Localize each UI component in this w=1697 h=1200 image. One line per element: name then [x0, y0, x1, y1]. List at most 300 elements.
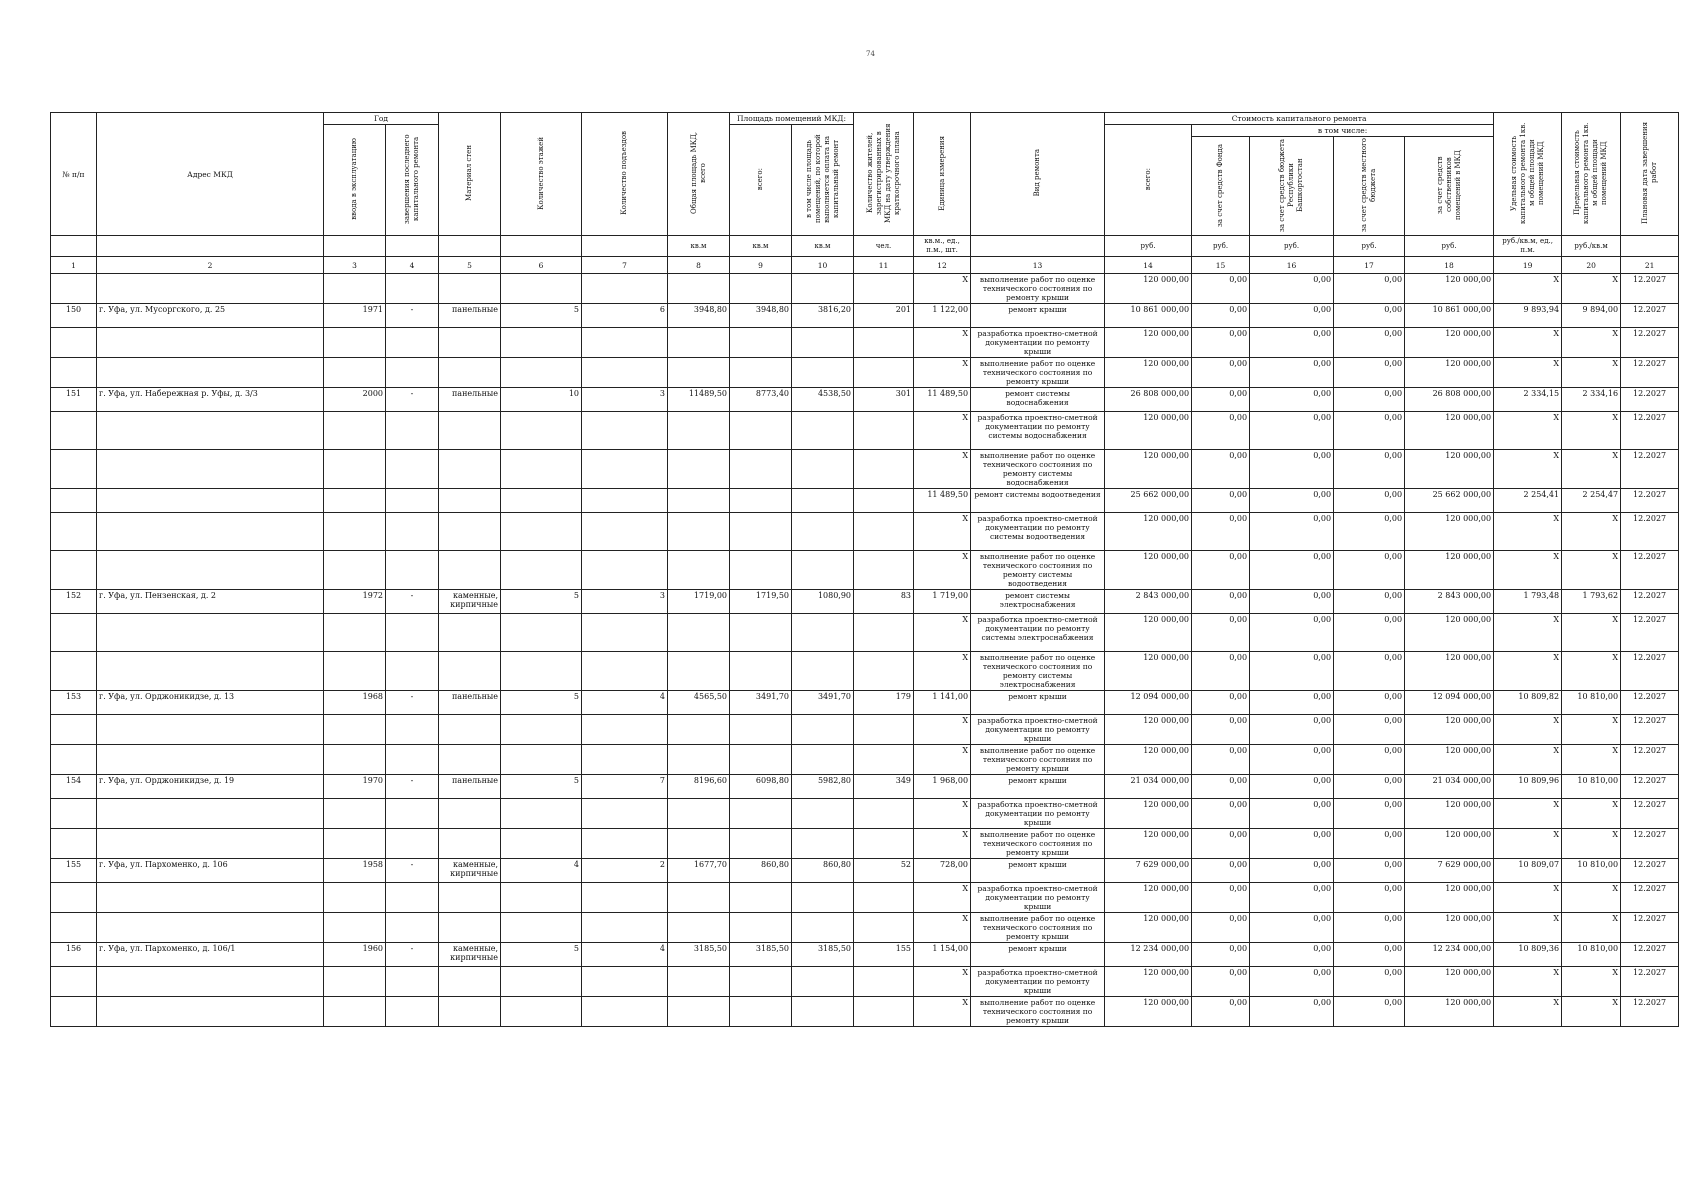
cell-residents	[854, 274, 914, 304]
cell-area-repair	[792, 450, 854, 489]
column-number-cell: 10	[792, 257, 854, 274]
cell-floors	[501, 997, 582, 1027]
cell-address	[97, 614, 324, 652]
cell-total-area: 11489,50	[668, 388, 730, 412]
table-row	[51, 489, 1679, 513]
cell-cost-republic: 0,00	[1250, 859, 1334, 883]
cell-material	[439, 997, 501, 1027]
cell-work-type: ремонт крыши	[971, 775, 1105, 799]
cell-cost-fund: 0,00	[1192, 913, 1250, 943]
cell-unit-value: X	[914, 829, 971, 859]
cell-cost-total: 7 629 000,00	[1105, 859, 1192, 883]
table-row	[51, 388, 1679, 412]
cell-cost-republic: 0,00	[1250, 590, 1334, 614]
cell-planned-date: 12.2027	[1621, 412, 1679, 450]
cell-address: г. Уфа, ул. Пархоменко, д. 106	[97, 859, 324, 883]
cell-unit-cost: X	[1494, 412, 1562, 450]
cell-unit-value: X	[914, 652, 971, 691]
cell-residents	[854, 358, 914, 388]
cell-max-cost: 1 793,62	[1562, 590, 1621, 614]
cell-area-repair	[792, 997, 854, 1027]
cell-entrances	[582, 412, 668, 450]
cell-floors	[501, 450, 582, 489]
header-year-last-repair: завершения последнего капитального ремонта	[386, 125, 439, 236]
cell-area-repair	[792, 883, 854, 913]
cell-area-total	[730, 652, 792, 691]
cell-max-cost: X	[1562, 715, 1621, 745]
cell-cost-republic: 0,00	[1250, 513, 1334, 551]
column-number-cell: 16	[1250, 257, 1334, 274]
cell-planned-date: 12.2027	[1621, 829, 1679, 859]
column-number-cell: 9	[730, 257, 792, 274]
cell-cost-total: 120 000,00	[1105, 328, 1192, 358]
cell-year	[324, 274, 386, 304]
unit-cell: кв.м	[792, 236, 854, 257]
cell-work-type: разработка проектно-сметной документации по ремонту крыши	[971, 799, 1105, 829]
unit-cell	[324, 236, 386, 257]
cell-cost-fund: 0,00	[1192, 614, 1250, 652]
cell-cost-fund: 0,00	[1192, 304, 1250, 328]
cell-floors	[501, 614, 582, 652]
header-area-total: всего:	[730, 125, 792, 236]
cell-area-repair	[792, 412, 854, 450]
cell-cost-total: 120 000,00	[1105, 412, 1192, 450]
cell-area-total	[730, 513, 792, 551]
cell-total-area	[668, 745, 730, 775]
cell-residents	[854, 551, 914, 590]
cell-entrances: 3	[582, 388, 668, 412]
cell-address	[97, 412, 324, 450]
cell-cost-total: 120 000,00	[1105, 614, 1192, 652]
cell-last-repair: -	[386, 304, 439, 328]
header-cost-owners: за счет средств собственников помещений в МКД	[1405, 137, 1494, 236]
header-cost-fund: за счет средств Фонда	[1192, 137, 1250, 236]
column-number-cell: 19	[1494, 257, 1562, 274]
cell-cost-fund: 0,00	[1192, 513, 1250, 551]
cell-no	[51, 745, 97, 775]
cell-unit-value: X	[914, 513, 971, 551]
cell-address	[97, 513, 324, 551]
cell-cost-fund: 0,00	[1192, 489, 1250, 513]
cell-unit-value: X	[914, 328, 971, 358]
cell-cost-republic: 0,00	[1250, 551, 1334, 590]
cell-cost-republic: 0,00	[1250, 997, 1334, 1027]
cell-max-cost: X	[1562, 883, 1621, 913]
cell-max-cost: 10 810,00	[1562, 775, 1621, 799]
cell-area-repair	[792, 913, 854, 943]
cell-area-total	[730, 883, 792, 913]
unit-cell	[1621, 236, 1679, 257]
cell-unit-value: 1 154,00	[914, 943, 971, 967]
cell-no	[51, 829, 97, 859]
cell-area-total	[730, 358, 792, 388]
cell-cost-fund: 0,00	[1192, 883, 1250, 913]
cell-cost-fund: 0,00	[1192, 799, 1250, 829]
cell-area-total: 3491,70	[730, 691, 792, 715]
cell-area-repair	[792, 652, 854, 691]
cell-last-repair	[386, 913, 439, 943]
cell-cost-local: 0,00	[1334, 489, 1405, 513]
cell-cost-total: 120 000,00	[1105, 913, 1192, 943]
column-number-cell: 4	[386, 257, 439, 274]
cell-entrances	[582, 551, 668, 590]
cell-floors	[501, 328, 582, 358]
cell-planned-date: 12.2027	[1621, 358, 1679, 388]
cell-last-repair	[386, 799, 439, 829]
column-number-cell: 7	[582, 257, 668, 274]
cell-cost-fund: 0,00	[1192, 388, 1250, 412]
header-planned-date: Плановая дата завершения работ	[1621, 113, 1679, 236]
cell-last-repair: -	[386, 775, 439, 799]
cell-no	[51, 799, 97, 829]
cell-cost-fund: 0,00	[1192, 715, 1250, 745]
cell-cost-local: 0,00	[1334, 997, 1405, 1027]
cell-planned-date: 12.2027	[1621, 274, 1679, 304]
cell-unit-cost: X	[1494, 997, 1562, 1027]
cell-cost-republic: 0,00	[1250, 358, 1334, 388]
column-number-cell: 1	[51, 257, 97, 274]
cell-residents	[854, 997, 914, 1027]
cell-area-total: 3948,80	[730, 304, 792, 328]
cell-area-total	[730, 274, 792, 304]
cell-cost-republic: 0,00	[1250, 614, 1334, 652]
cell-material	[439, 551, 501, 590]
cell-material	[439, 358, 501, 388]
cell-cost-fund: 0,00	[1192, 412, 1250, 450]
cell-cost-total: 12 094 000,00	[1105, 691, 1192, 715]
cell-floors	[501, 829, 582, 859]
cell-cost-total: 12 234 000,00	[1105, 943, 1192, 967]
column-number-cell: 6	[501, 257, 582, 274]
cell-max-cost: X	[1562, 274, 1621, 304]
cell-work-type: выполнение работ по оценке технического состояния по ремонту крыши	[971, 997, 1105, 1027]
cell-floors	[501, 967, 582, 997]
cell-cost-republic: 0,00	[1250, 883, 1334, 913]
cell-area-total	[730, 967, 792, 997]
cell-floors	[501, 652, 582, 691]
cell-planned-date: 12.2027	[1621, 799, 1679, 829]
cell-no	[51, 513, 97, 551]
cell-entrances	[582, 997, 668, 1027]
cell-cost-local: 0,00	[1334, 388, 1405, 412]
table-row	[51, 913, 1679, 943]
cell-residents	[854, 829, 914, 859]
cell-year	[324, 715, 386, 745]
cell-last-repair	[386, 614, 439, 652]
cell-material: панельные	[439, 691, 501, 715]
cell-total-area	[668, 614, 730, 652]
cell-total-area	[668, 883, 730, 913]
cell-area-total: 1719,50	[730, 590, 792, 614]
column-number-cell: 14	[1105, 257, 1192, 274]
cell-cost-fund: 0,00	[1192, 551, 1250, 590]
cell-cost-owners: 120 000,00	[1405, 551, 1494, 590]
unit-cell: кв.м	[668, 236, 730, 257]
cell-address: г. Уфа, ул. Пархоменко, д. 106/1	[97, 943, 324, 967]
cell-address: г. Уфа, ул. Пензенская, д. 2	[97, 590, 324, 614]
cell-cost-total: 120 000,00	[1105, 745, 1192, 775]
cell-entrances: 7	[582, 775, 668, 799]
cell-work-type: выполнение работ по оценке технического состояния по ремонту крыши	[971, 829, 1105, 859]
cell-total-area: 8196,60	[668, 775, 730, 799]
cell-material	[439, 829, 501, 859]
cell-unit-cost: 10 809,07	[1494, 859, 1562, 883]
cell-total-area	[668, 715, 730, 745]
cell-cost-fund: 0,00	[1192, 691, 1250, 715]
cell-total-area	[668, 829, 730, 859]
cell-no	[51, 715, 97, 745]
cell-entrances: 3	[582, 590, 668, 614]
cell-cost-owners: 12 234 000,00	[1405, 943, 1494, 967]
cell-year: 1968	[324, 691, 386, 715]
cell-no	[51, 450, 97, 489]
cell-cost-total: 120 000,00	[1105, 358, 1192, 388]
cell-year	[324, 745, 386, 775]
cell-year	[324, 614, 386, 652]
cell-max-cost: X	[1562, 997, 1621, 1027]
header-unit: Единица измерения	[914, 113, 971, 236]
cell-planned-date: 12.2027	[1621, 513, 1679, 551]
cell-cost-owners: 120 000,00	[1405, 358, 1494, 388]
column-number-cell: 12	[914, 257, 971, 274]
cell-unit-cost: X	[1494, 551, 1562, 590]
cell-year	[324, 997, 386, 1027]
cell-cost-local: 0,00	[1334, 614, 1405, 652]
cell-last-repair: -	[386, 691, 439, 715]
header-cost-total: всего:	[1105, 125, 1192, 236]
cell-year	[324, 967, 386, 997]
cell-unit-cost: 10 809,36	[1494, 943, 1562, 967]
cell-floors	[501, 883, 582, 913]
cell-floors: 5	[501, 590, 582, 614]
cell-cost-total: 26 808 000,00	[1105, 388, 1192, 412]
cell-area-total	[730, 489, 792, 513]
cell-area-repair	[792, 551, 854, 590]
cell-area-total	[730, 799, 792, 829]
cell-area-total: 3185,50	[730, 943, 792, 967]
cell-cost-total: 120 000,00	[1105, 799, 1192, 829]
cell-residents: 155	[854, 943, 914, 967]
cell-total-area	[668, 358, 730, 388]
cell-material	[439, 489, 501, 513]
cell-material	[439, 412, 501, 450]
cell-area-repair	[792, 328, 854, 358]
cell-cost-republic: 0,00	[1250, 691, 1334, 715]
cell-address: г. Уфа, ул. Набережная р. Уфы, д. 3/3	[97, 388, 324, 412]
cell-area-total	[730, 913, 792, 943]
cell-unit-value: 11 489,50	[914, 489, 971, 513]
cell-no	[51, 328, 97, 358]
cell-work-type: выполнение работ по оценке технического состояния по ремонту крыши	[971, 274, 1105, 304]
cell-area-total	[730, 997, 792, 1027]
cell-year	[324, 829, 386, 859]
cell-work-type: ремонт системы водоотведения	[971, 489, 1105, 513]
column-number-cell: 13	[971, 257, 1105, 274]
cell-cost-local: 0,00	[1334, 967, 1405, 997]
cell-unit-cost: X	[1494, 799, 1562, 829]
table-row	[51, 745, 1679, 775]
cell-last-repair	[386, 412, 439, 450]
cell-floors	[501, 913, 582, 943]
cell-address	[97, 745, 324, 775]
unit-cell	[51, 236, 97, 257]
cell-cost-fund: 0,00	[1192, 745, 1250, 775]
cell-planned-date: 12.2027	[1621, 328, 1679, 358]
cell-unit-cost: X	[1494, 274, 1562, 304]
table-row	[51, 412, 1679, 450]
header-floors: Количество этажей	[501, 113, 582, 236]
cell-planned-date: 12.2027	[1621, 859, 1679, 883]
cell-residents	[854, 489, 914, 513]
cell-cost-local: 0,00	[1334, 358, 1405, 388]
cell-floors: 5	[501, 775, 582, 799]
cell-entrances	[582, 328, 668, 358]
cell-material: панельные	[439, 775, 501, 799]
cell-material	[439, 715, 501, 745]
cell-no	[51, 967, 97, 997]
cell-cost-republic: 0,00	[1250, 489, 1334, 513]
cell-total-area	[668, 450, 730, 489]
cell-total-area	[668, 513, 730, 551]
cell-max-cost: X	[1562, 652, 1621, 691]
cell-unit-cost: X	[1494, 652, 1562, 691]
cell-year: 2000	[324, 388, 386, 412]
cell-planned-date: 12.2027	[1621, 967, 1679, 997]
cell-work-type: выполнение работ по оценке технического состояния по ремонту крыши	[971, 913, 1105, 943]
cell-residents	[854, 883, 914, 913]
unit-cell: руб.	[1192, 236, 1250, 257]
cell-residents	[854, 913, 914, 943]
cell-last-repair: -	[386, 388, 439, 412]
cell-residents	[854, 715, 914, 745]
cell-material: каменные, кирпичные	[439, 590, 501, 614]
cell-work-type: ремонт системы водоснабжения	[971, 388, 1105, 412]
cell-address	[97, 967, 324, 997]
table-row	[51, 304, 1679, 328]
cell-work-type: ремонт крыши	[971, 943, 1105, 967]
cell-unit-cost: 1 793,48	[1494, 590, 1562, 614]
cell-entrances: 4	[582, 943, 668, 967]
cell-unit-cost: X	[1494, 614, 1562, 652]
cell-unit-cost: X	[1494, 913, 1562, 943]
cell-max-cost: X	[1562, 913, 1621, 943]
cell-material: каменные, кирпичные	[439, 943, 501, 967]
cell-max-cost: X	[1562, 358, 1621, 388]
cell-cost-owners: 120 000,00	[1405, 913, 1494, 943]
cell-floors	[501, 274, 582, 304]
cell-entrances	[582, 358, 668, 388]
cell-total-area	[668, 412, 730, 450]
cell-material	[439, 614, 501, 652]
cell-address	[97, 328, 324, 358]
cell-last-repair	[386, 652, 439, 691]
cell-year	[324, 652, 386, 691]
cell-total-area: 1719,00	[668, 590, 730, 614]
cell-unit-value: X	[914, 745, 971, 775]
cell-total-area	[668, 799, 730, 829]
cell-last-repair	[386, 551, 439, 590]
cell-cost-local: 0,00	[1334, 745, 1405, 775]
cell-cost-republic: 0,00	[1250, 913, 1334, 943]
table-row	[51, 513, 1679, 551]
cell-cost-republic: 0,00	[1250, 943, 1334, 967]
table-row	[51, 450, 1679, 489]
header-residents: Количество жителей, зарегистрированных в МКД на дату утверждения краткосрочного плана	[854, 113, 914, 236]
column-number-cell: 15	[1192, 257, 1250, 274]
unit-cell	[582, 236, 668, 257]
cell-last-repair: -	[386, 943, 439, 967]
cell-total-area	[668, 489, 730, 513]
cell-entrances	[582, 799, 668, 829]
cell-cost-total: 120 000,00	[1105, 883, 1192, 913]
cell-cost-local: 0,00	[1334, 883, 1405, 913]
cell-total-area	[668, 551, 730, 590]
cell-address	[97, 715, 324, 745]
cell-cost-local: 0,00	[1334, 551, 1405, 590]
cell-entrances	[582, 274, 668, 304]
cell-work-type: ремонт системы электроснабжения	[971, 590, 1105, 614]
cell-entrances	[582, 913, 668, 943]
cell-cost-local: 0,00	[1334, 450, 1405, 489]
cell-unit-value: X	[914, 358, 971, 388]
cell-no	[51, 551, 97, 590]
cell-cost-owners: 21 034 000,00	[1405, 775, 1494, 799]
cell-cost-fund: 0,00	[1192, 943, 1250, 967]
cell-no: 153	[51, 691, 97, 715]
page-number: 74	[866, 50, 875, 58]
units-row	[51, 236, 1679, 257]
cell-planned-date: 12.2027	[1621, 652, 1679, 691]
cell-cost-total: 120 000,00	[1105, 715, 1192, 745]
cell-no	[51, 274, 97, 304]
cell-year	[324, 412, 386, 450]
cell-no: 154	[51, 775, 97, 799]
cell-work-type: разработка проектно-сметной документации по ремонту крыши	[971, 328, 1105, 358]
cell-planned-date: 12.2027	[1621, 883, 1679, 913]
cell-unit-value: X	[914, 883, 971, 913]
cell-no	[51, 614, 97, 652]
cell-year: 1970	[324, 775, 386, 799]
cell-planned-date: 12.2027	[1621, 388, 1679, 412]
cell-cost-total: 120 000,00	[1105, 829, 1192, 859]
column-number-cell: 17	[1334, 257, 1405, 274]
cell-cost-republic: 0,00	[1250, 967, 1334, 997]
column-numbers-row	[51, 257, 1679, 274]
cell-max-cost: 9 894,00	[1562, 304, 1621, 328]
unit-cell: руб.	[1334, 236, 1405, 257]
cell-floors	[501, 489, 582, 513]
cell-area-repair	[792, 489, 854, 513]
table-row	[51, 859, 1679, 883]
unit-cell	[97, 236, 324, 257]
cell-entrances: 4	[582, 691, 668, 715]
cell-entrances: 2	[582, 859, 668, 883]
cell-max-cost: X	[1562, 745, 1621, 775]
cell-area-total	[730, 745, 792, 775]
cell-cost-republic: 0,00	[1250, 304, 1334, 328]
cell-material	[439, 913, 501, 943]
cell-planned-date: 12.2027	[1621, 943, 1679, 967]
cell-cost-owners: 120 000,00	[1405, 799, 1494, 829]
unit-cell	[439, 236, 501, 257]
cell-entrances	[582, 450, 668, 489]
cell-unit-cost: X	[1494, 450, 1562, 489]
cell-cost-local: 0,00	[1334, 691, 1405, 715]
cell-material: каменные, кирпичные	[439, 859, 501, 883]
cell-entrances	[582, 652, 668, 691]
cell-max-cost: X	[1562, 614, 1621, 652]
header-entrances: Количество подъездов	[582, 113, 668, 236]
